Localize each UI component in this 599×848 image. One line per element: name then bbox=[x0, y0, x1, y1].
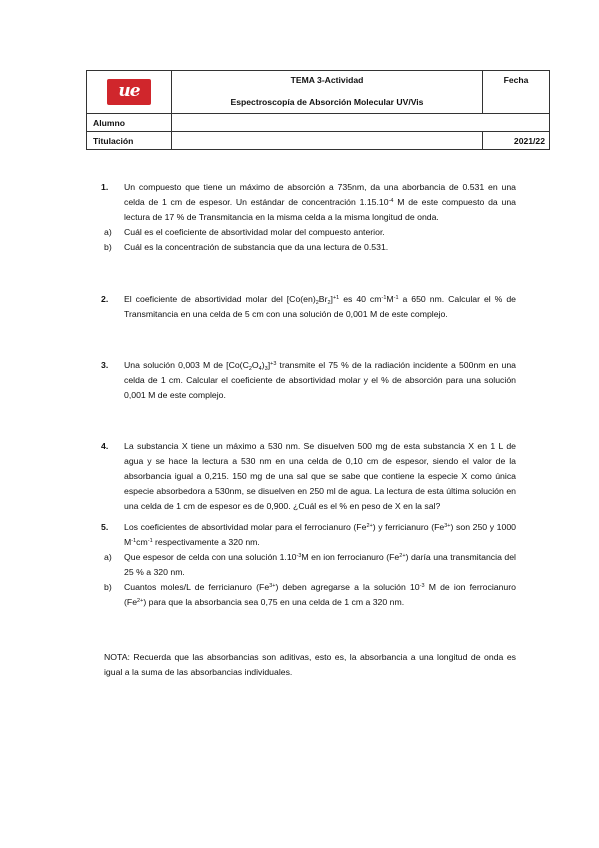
year-value: 2021/22 bbox=[483, 132, 550, 150]
question-number: 3. bbox=[101, 360, 109, 370]
question-1-b: b) Cuál es la concentración de substancia que da una lectura de 0.531. bbox=[104, 242, 389, 252]
activity-subtitle: Espectroscopía de Absorción Molecular UV/Vis bbox=[230, 97, 424, 107]
header-table bbox=[86, 70, 550, 150]
title-cell bbox=[172, 71, 483, 114]
exercise-content bbox=[101, 180, 516, 610]
question-number: 2. bbox=[101, 294, 109, 304]
question-text: Los coeficientes de absortividad molar para el ferrocianuro $(Fe^{2+})$ y ferricianuro $(Fe^{3+})$ son 250 y 1000 $M^{-1}cm^{-1}$ respectivamente a 320 nm. bbox=[124, 522, 516, 547]
alumno-label: Alumno bbox=[87, 114, 172, 132]
question-number: 1. bbox=[101, 182, 109, 192]
question-5-b: b) Cuantos moles/L de ferricianuro $(Fe^{3+})$ deben agregarse a la solución $10^{-3}$ M de ion ferrocianuro $(Fe^{2+})$ para que la absorbancia sea 0,75 en una celda de 1 cm a 320 nm. bbox=[104, 582, 516, 607]
note-paragraph: NOTA: Recuerda que las absorbancias son aditivas, esto es, la absorbancia a una longitud de onda es igual a la suma de las absorbancias individuales. bbox=[104, 652, 516, 677]
question-5 bbox=[101, 520, 516, 550]
titulacion-label: Titulación bbox=[87, 132, 172, 150]
question-number: 4. bbox=[101, 441, 109, 451]
logo-cell bbox=[87, 71, 172, 114]
question-text: La substancia X tiene un máximo a 530 nm. Se disuelven 500 mg de esta substancia X en 1 L de agua y se hace la lectura a 530 nm en una celda de 0,10 cm de espesor, siendo el valor de la absorbancia igual a 0,215. 150 mg de una sal que se sabe que contiene la especie X como única especie absorbedora a 530nm, se disuelven en 250 ml de agua. La lectura de esta última solución en una celda de 1 cm de espesor es de 0,900. ¿Cuál es el % en peso de X en la sal? bbox=[124, 441, 516, 511]
university-logo: ue bbox=[107, 79, 151, 105]
tema-title: TEMA 3-Actividad bbox=[290, 75, 364, 85]
question-3 bbox=[101, 358, 516, 403]
question-number: 5. bbox=[101, 522, 109, 532]
question-text: Un compuesto que tiene un máximo de absorción a 735nm, da una aborbancia de 0.531 en una celda de 1 cm de espesor. Un estándar de concentración $1.15.10^{-4}$ M de este compuesto da una lectura de 17 % de Transmitancia en la misma celda a la misma longitud de onda. bbox=[124, 182, 516, 222]
question-4 bbox=[101, 439, 516, 514]
question-1 bbox=[101, 180, 516, 225]
question-1-a: a) Cuál es el coeficiente de absortividad molar del compuesto anterior. bbox=[104, 227, 385, 237]
question-text: El coeficiente de absortividad molar del $[Co(en)_2Br_2]^{+1}$ es 40 $cm^{-1}M^{-1}$ a 650 nm. Calcular el % de Transmitancia en una celda de 5 cm con una solución de 0,001 M de este complejo. bbox=[124, 294, 516, 319]
fecha-label: Fecha bbox=[483, 71, 550, 114]
question-text: Una solución 0,003 M de $[Co(C_2O_4)_3]^{+3}$ transmite el 75 % de la radiación incidente a 500nm en una celda de 1 cm. Calcular el coeficiente de absortividad molar y el % de absorción para una solución 0,001 M de este complejo. bbox=[124, 360, 516, 400]
alumno-value bbox=[172, 114, 550, 132]
question-5-a: a) Que espesor de celda con una solución $1.10^{-3}M$ en ion ferrocianuro $(Fe^{2+})$ daría una transmitancia del 25 % a 320 nm. bbox=[104, 552, 516, 577]
titulacion-value bbox=[172, 132, 483, 150]
question-2 bbox=[101, 292, 516, 322]
